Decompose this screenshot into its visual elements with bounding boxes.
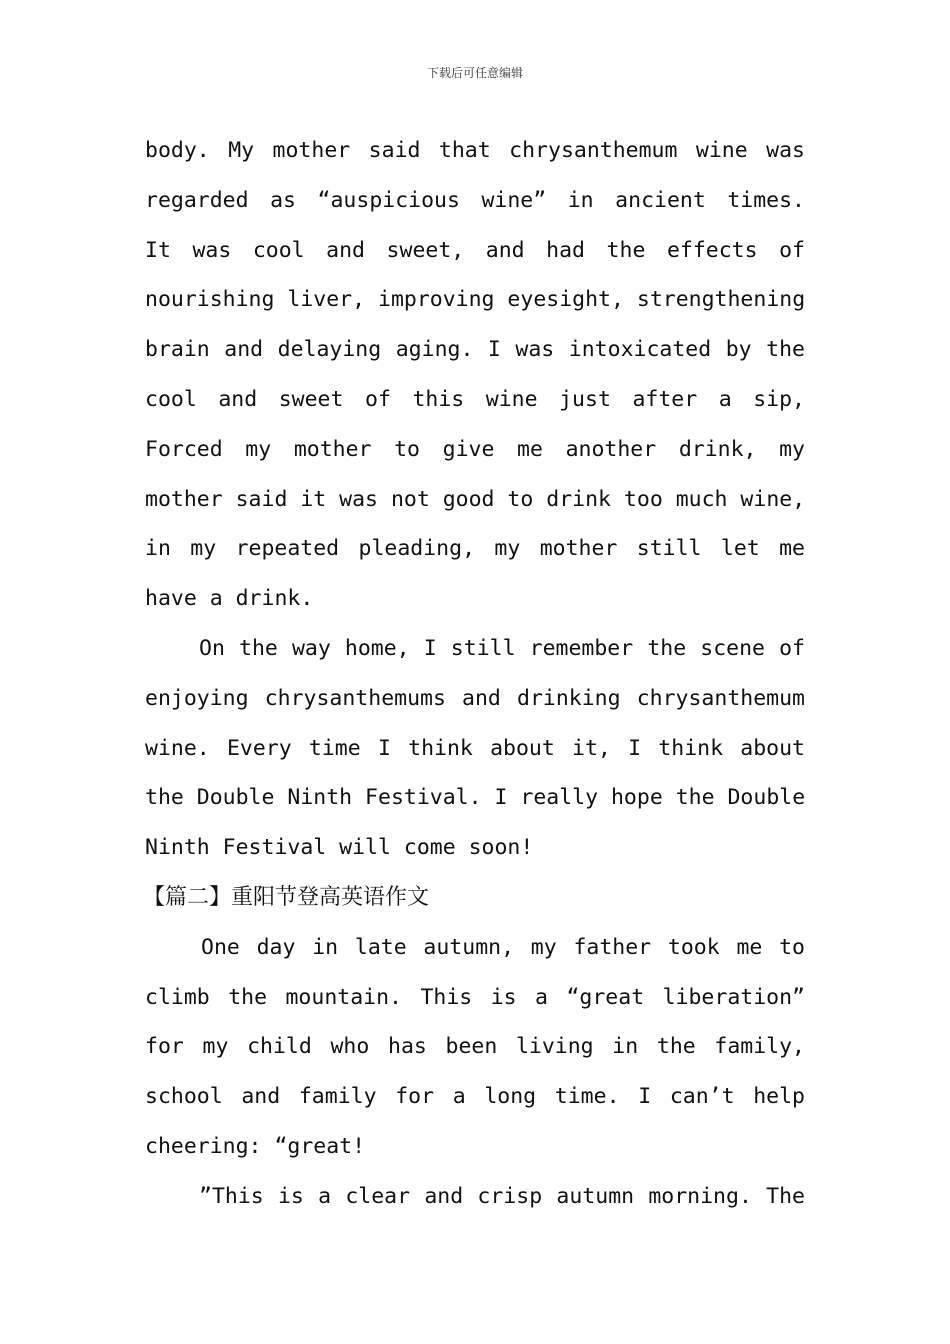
paragraph — [145, 126, 805, 624]
text-line: wine. Every time I think about it, I think about — [145, 735, 805, 761]
text-line: It was cool and sweet, and had the effects of — [145, 237, 805, 263]
page-header: 下载后可任意编辑 — [426, 66, 523, 80]
text-line: Ninth Festival will come soon! — [145, 835, 534, 861]
text-line: climb the mountain. This is a “great liberation” — [145, 984, 805, 1010]
text-line: Forced my mother to give me another drink, my — [145, 436, 805, 462]
text-line: nourishing liver, improving eyesight, strengthening — [145, 287, 806, 313]
document-body — [145, 126, 805, 1222]
text-line: brain and delaying aging. I was intoxicated by the — [145, 337, 805, 363]
text-line: On the way home, I still remember the scene of — [199, 635, 805, 661]
text-line: One day in late autumn, my father took me to — [201, 934, 805, 960]
text-line: cool and sweet of this wine just after a sip, — [145, 386, 805, 412]
text-line: regarded as “auspicious wine” in ancient times. — [145, 187, 805, 213]
text-line: school and family for a long time. I can’t help — [145, 1084, 805, 1110]
text-line: for my child who has been living in the family, — [145, 1034, 805, 1060]
text-line: in my repeated pleading, my mother still let me — [145, 536, 805, 562]
text-line: body. My mother said that chrysanthemum wine was — [145, 138, 805, 163]
paragraph — [145, 1172, 805, 1222]
text-line: have a drink. — [145, 586, 314, 612]
text-line: ”This is a clear and crisp autumn morning. The — [199, 1183, 805, 1209]
paragraph — [145, 624, 805, 873]
text-line: cheering: “great! — [145, 1133, 366, 1159]
paragraph — [145, 923, 805, 1172]
text-line: mother said it was not good to drink too much wine, — [145, 486, 806, 512]
text-line: enjoying chrysanthemums and drinking chrysanthemum — [145, 685, 805, 711]
text-line: the Double Ninth Festival. I really hope the Double — [145, 785, 806, 811]
section-heading: 【篇二】重阳节登高英语作文 — [143, 884, 430, 910]
